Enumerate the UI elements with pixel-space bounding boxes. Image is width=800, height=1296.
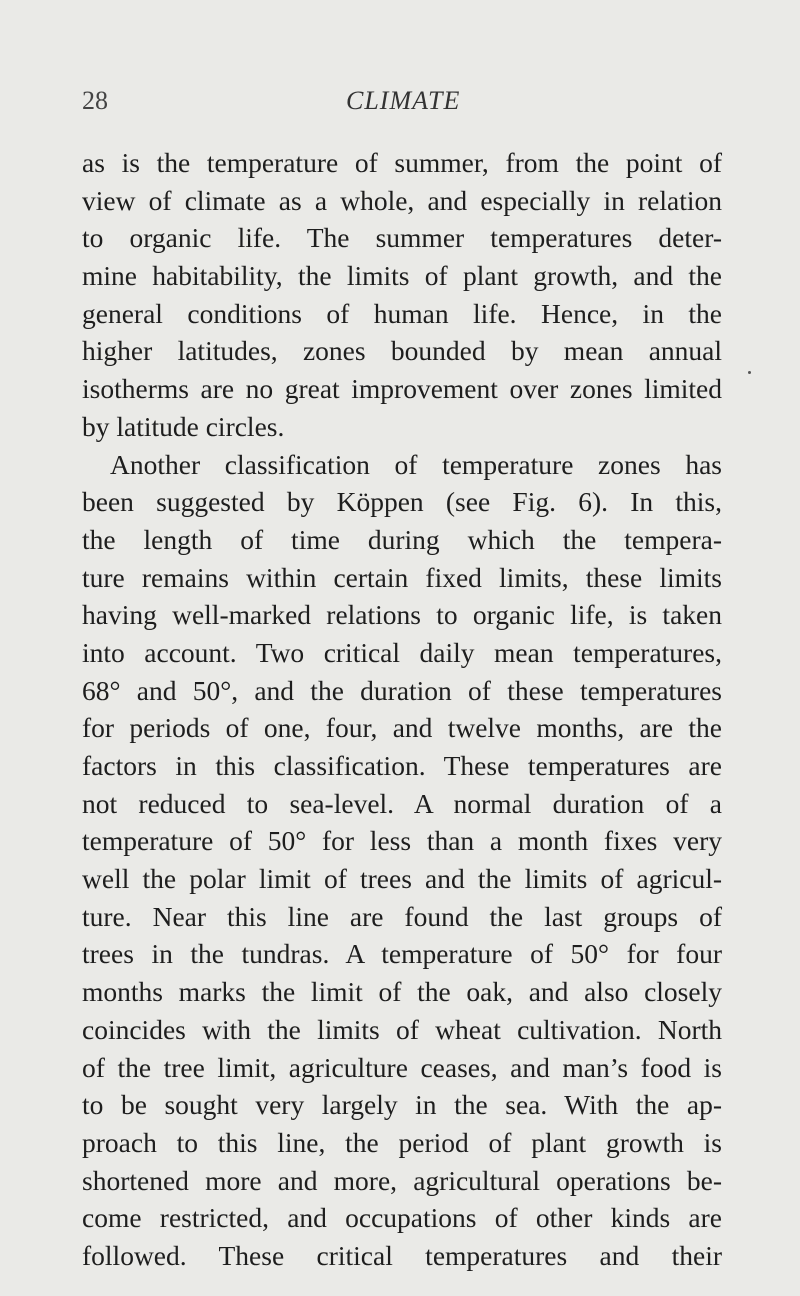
text-line: months marks the limit of the oak, and also closely <box>82 976 722 1008</box>
text-line: view of climate as a whole, and especially in relation <box>82 184 722 216</box>
text-line: proach to this line, the period of plant growth is <box>82 1126 722 1158</box>
page-number: 28 <box>82 86 108 115</box>
text-line: to organic life. The summer temperatures deter- <box>82 222 722 254</box>
text-line: into account. Two critical daily mean temperatures, <box>82 636 722 668</box>
text-line: factors in this classification. These temperatures are <box>82 750 722 781</box>
text-line: come restricted, and occupations of other kinds are <box>82 1202 722 1234</box>
text-line: mine habitability, the limits of plant growth, and the <box>82 260 722 292</box>
text-line: followed. These critical temperatures and their <box>82 1239 722 1271</box>
page-header <box>82 86 722 120</box>
text-line: 68° and 50°, and the duration of these temperatures <box>82 674 722 706</box>
text-line: been suggested by Köppen (see Fig. 6). In this, <box>82 486 722 518</box>
text-line: temperature of 50° for less than a month fixes very <box>82 825 722 857</box>
text-line: not reduced to sea-level. A normal duration of a <box>82 787 722 819</box>
text-line: for periods of one, four, and twelve months, are the <box>82 712 722 744</box>
text-line: coincides with the limits of wheat cultivation. North <box>82 1013 722 1045</box>
margin-speck <box>748 371 751 374</box>
body-text <box>82 144 722 1275</box>
text-line: of the tree limit, agriculture ceases, and man’s food is <box>82 1051 722 1083</box>
text-line: ture. Near this line are found the last groups of <box>82 900 722 932</box>
text-line: well the polar limit of trees and the limits of agricul- <box>82 863 722 895</box>
text-line: isotherms are no great improvement over zones limited <box>82 373 722 405</box>
text-line: by latitude circles. <box>82 410 285 442</box>
text-line: ture remains within certain fixed limits, these limits <box>82 561 722 593</box>
text-line: the length of time during which the tempera- <box>82 523 722 555</box>
text-line: to be sought very largely in the sea. With the ap- <box>82 1089 722 1121</box>
text-line: trees in the tundras. A temperature of 50° for four <box>82 938 722 970</box>
text-line: shortened more and more, agricultural operations be- <box>82 1164 722 1196</box>
text-line: Another classification of temperature zones has <box>110 448 722 480</box>
text-line: higher latitudes, zones bounded by mean annual <box>82 335 722 367</box>
text-line: having well-marked relations to organic life, is taken <box>82 599 722 631</box>
running-head: CLIMATE <box>346 86 461 115</box>
text-line: as is the temperature of summer, from the point of <box>82 147 722 178</box>
text-line: general conditions of human life. Hence, in the <box>82 297 722 329</box>
